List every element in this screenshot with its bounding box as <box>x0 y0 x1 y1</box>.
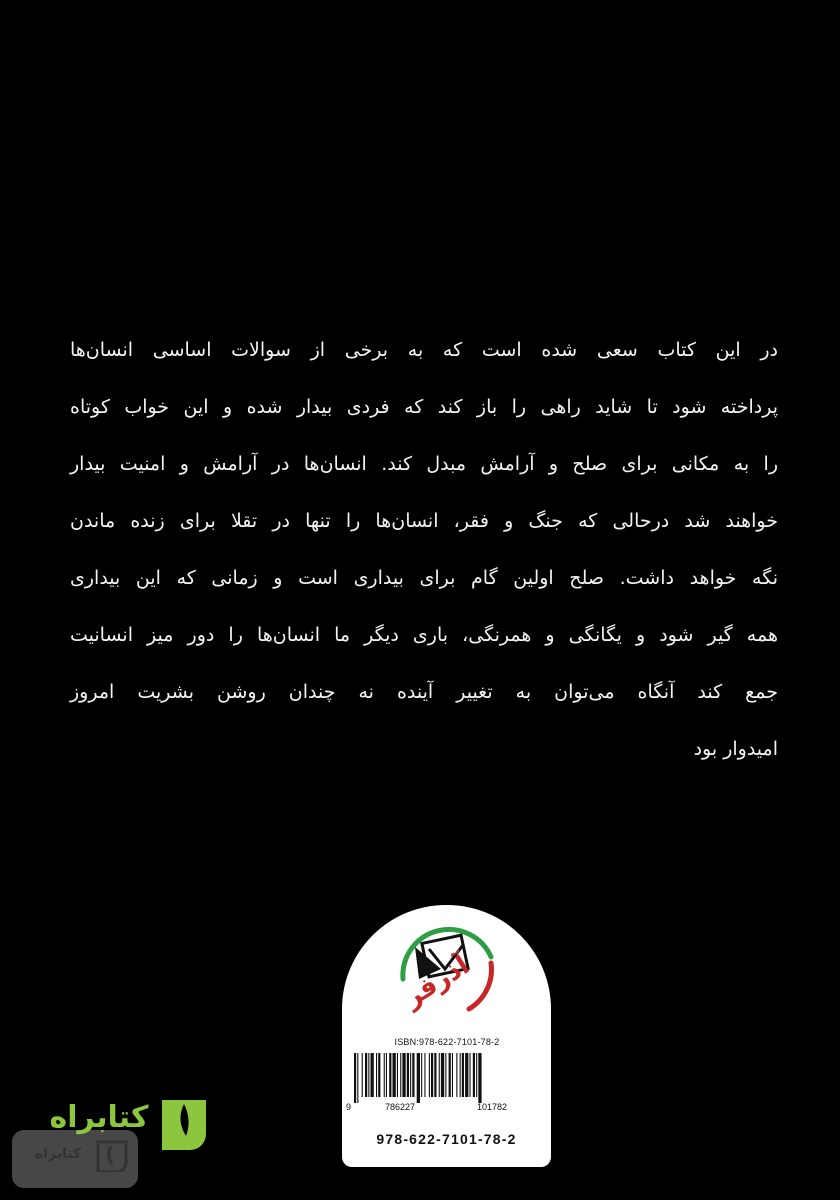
barcode-bar <box>371 1053 374 1097</box>
barcode-bar <box>354 1053 356 1103</box>
barcode-bar <box>460 1053 461 1097</box>
barcode-bar <box>407 1053 409 1097</box>
blurb-line-7: جمع کند آنگاه می‌توان به تغییر آینده نه چندان روشن بشریت امروز <box>70 681 778 703</box>
barcode-bar <box>429 1053 430 1097</box>
barcode-bar <box>362 1053 363 1097</box>
barcode-bar <box>393 1053 396 1097</box>
blurb-line-8: امیدوار بود <box>693 738 778 760</box>
blurb-line-2: پرداخته شود تا شاید راهی را باز کند که فردی بیدار شده و این خواب کوتاه <box>70 396 778 418</box>
watermark-brand-text: کتابراه <box>49 1100 149 1135</box>
barcode-bar <box>465 1053 468 1097</box>
watermark-brand-small-text: کتابراه <box>34 1146 82 1162</box>
barcode-bar <box>397 1053 398 1097</box>
blurb-line-3: را به مکانی برای صلح و آرامش مبدل کند. انسان‌ها در آرامش و امنیت بیدار <box>70 453 778 475</box>
book-leaf-icon <box>154 1090 214 1150</box>
barcode-bar <box>376 1053 377 1097</box>
publisher-logo-text: آذرفر <box>399 950 475 1014</box>
blurb-line-6: همه گیر شود و یگانگی و همرنگی، باری دیگر ما انسان‌ها را دور میز انسانیت <box>70 624 778 646</box>
barcode-bar <box>439 1053 440 1097</box>
barcode-bar <box>421 1053 422 1097</box>
barcode-bar <box>456 1053 457 1097</box>
barcode-bar <box>357 1053 358 1103</box>
ketabrah-watermark <box>8 1090 218 1190</box>
blurb-line-4: خواهند شد درحالی که جنگ و فقر، انسان‌ها را تنها در تقلا برای زنده ماندن <box>70 510 778 532</box>
barcode-bar <box>452 1053 453 1097</box>
isbn-bottom-text: 978-622-7101-78-2 <box>376 1131 517 1147</box>
back-cover-blurb <box>70 322 778 778</box>
blurb-line-5: نگه خواهد داشت. صلح اولین گام برای بیداری است و زمانی که این بیداری <box>70 567 778 589</box>
barcode-bar <box>473 1053 475 1097</box>
barcode-bar <box>368 1053 369 1097</box>
barcode-bar <box>389 1053 391 1097</box>
barcode-bar <box>400 1053 401 1097</box>
isbn-top-text: ISBN:978-622-7101-78-2 <box>394 1037 500 1047</box>
barcode-digit-lead: 9 <box>346 1102 352 1112</box>
barcode-bar <box>462 1053 464 1097</box>
barcode-digits-left: 786227 <box>384 1102 416 1112</box>
barcode-bar <box>417 1053 420 1103</box>
barcode-bar <box>445 1053 446 1097</box>
barcode-bar <box>365 1053 367 1097</box>
isbn-label <box>342 905 551 1167</box>
barcode-bar <box>434 1053 436 1097</box>
barcode-bar <box>478 1053 481 1103</box>
book-leaf-small-icon <box>94 1136 130 1172</box>
barcode-bar <box>386 1053 387 1097</box>
barcode-bar <box>449 1053 451 1097</box>
barcode-bar <box>431 1053 433 1097</box>
barcode-bar <box>402 1053 405 1097</box>
barcode <box>352 1053 541 1103</box>
barcode-bar <box>441 1053 444 1097</box>
barcode-bar <box>378 1053 380 1097</box>
barcode-bar <box>410 1053 411 1097</box>
blurb-line-1: در این کتاب سعی شده است که به برخی از سوالات اساسی انسان‌ها <box>70 339 778 361</box>
barcode-bar <box>424 1053 425 1097</box>
barcode-bar <box>412 1053 414 1097</box>
barcode-bar <box>476 1053 477 1097</box>
barcode-digits-right: 101782 <box>476 1102 508 1112</box>
barcode-bar <box>470 1053 471 1097</box>
barcode-bar <box>384 1053 385 1097</box>
